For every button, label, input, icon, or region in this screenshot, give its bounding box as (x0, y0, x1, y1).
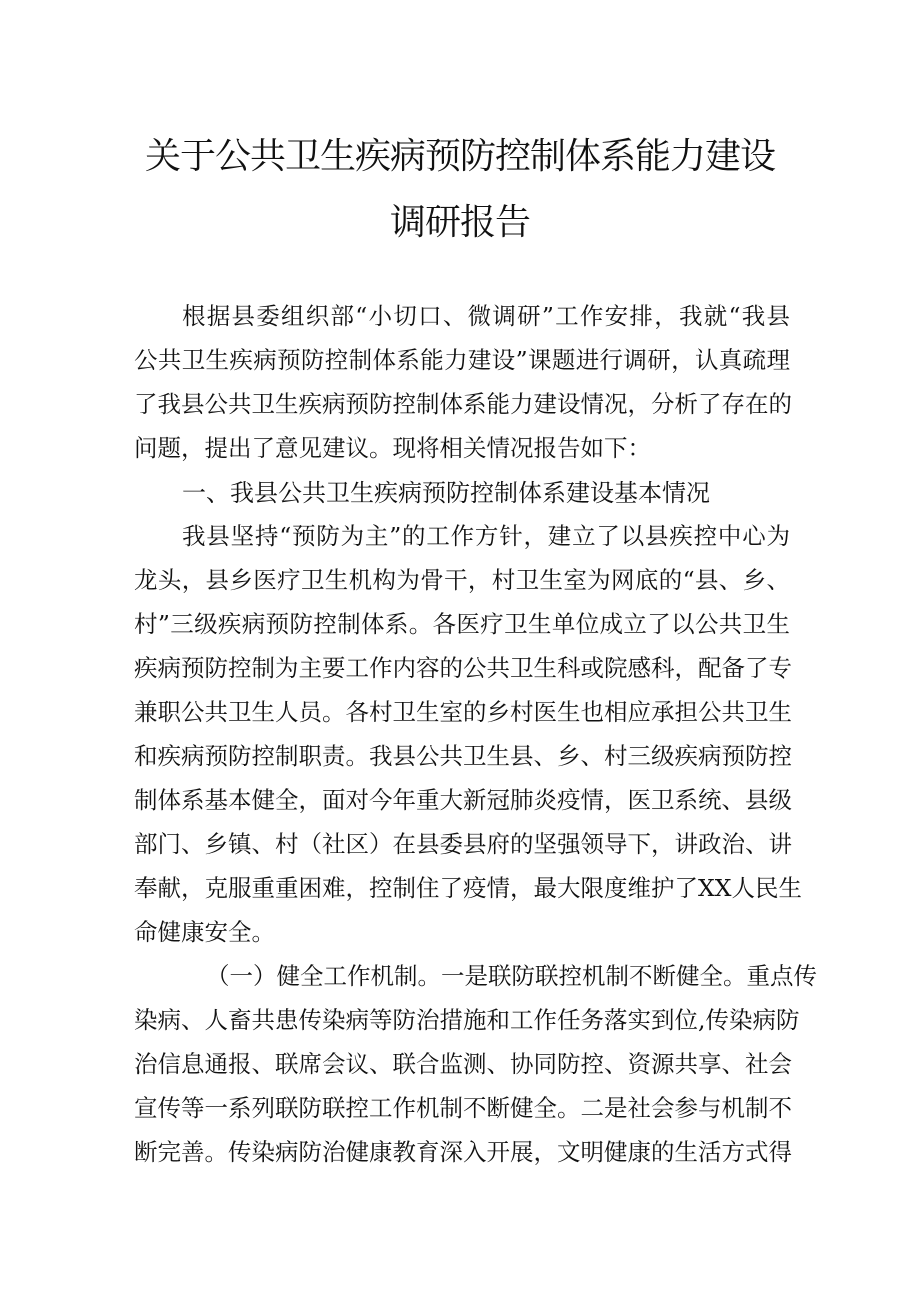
subsection1-line: 染病、人畜共患传染病等防治措施和工作任务落实到位,传染病防 (134, 1006, 800, 1034)
section1-line: 龙头，县乡医疗卫生机构为骨干，村卫生室为网底的“县、乡、 (134, 566, 790, 594)
section1-line: 疾病预防控制为主要工作内容的公共卫生科或院感科，配备了专 (134, 654, 792, 682)
section1-line: 兼职公共卫生人员。各村卫生室的乡村医生也相应承担公共卫生 (134, 698, 792, 726)
intro-line: 根据县委组织部“小切口、微调研”工作安排，我就“我县 (182, 302, 790, 330)
section1-line: 命健康安全。 (134, 918, 275, 946)
subsection1-line: （一）健全工作机制。一是联防联控机制不断健全。重点传 (206, 962, 817, 990)
intro-line: 了我县公共卫生疾病预防控制体系能力建设情况，分析了存在的 (134, 390, 792, 418)
section1-line: 奉献，克服重重困难，控制住了疫情，最大限度维护了XX人民生 (134, 874, 802, 902)
subsection1-line: 宣传等一系列联防联控工作机制不断健全。二是社会参与机制不 (134, 1094, 792, 1122)
document-title-line1: 关于公共卫生疾病预防控制体系能力建设 (144, 136, 775, 177)
section1-line: 我县坚持“预防为主”的工作方针，建立了以县疾控中心为 (182, 522, 790, 550)
intro-line: 问题，提出了意见建议。现将相关情况报告如下： (134, 434, 651, 462)
section1-line: 制体系基本健全，面对今年重大新冠肺炎疫情，医卫系统、县级 (134, 786, 792, 814)
subsection1-line: 治信息通报、联席会议、联合监测、协同防控、资源共享、社会 (134, 1050, 792, 1078)
section1-line: 和疾病预防控制职责。我县公共卫生县、乡、村三级疾病预防控 (134, 742, 792, 770)
subsection1-line: 断完善。传染病防治健康教育深入开展，文明健康的生活方式得 (134, 1138, 792, 1166)
section1-line: 村”三级疾病预防控制体系。各医疗卫生单位成立了以公共卫生 (134, 610, 790, 638)
intro-line: 公共卫生疾病预防控制体系能力建设”课题进行调研，认真疏理 (134, 346, 790, 374)
document-title-line2: 调研报告 (389, 202, 530, 243)
section-heading: 一、我县公共卫生疾病预防控制体系建设基本情况 (182, 479, 710, 507)
section1-line: 部门、乡镇、村（社区）在县委县府的坚强领导下，讲政治、讲 (134, 830, 792, 858)
